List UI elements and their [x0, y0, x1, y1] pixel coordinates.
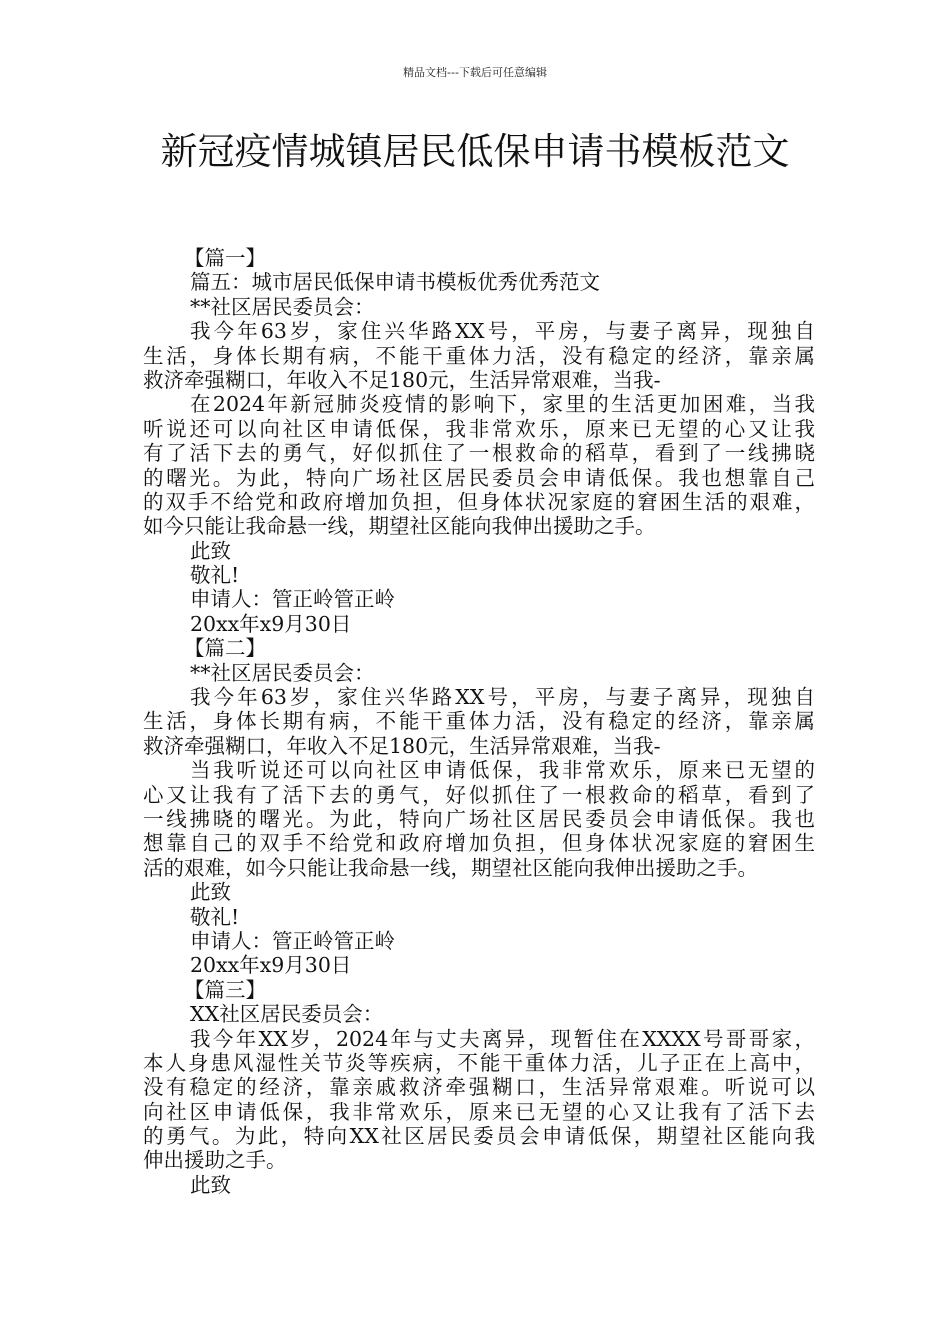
text-line: 此致 — [190, 538, 231, 563]
text-line: 20xx年x9月30日 — [190, 953, 352, 978]
text-line: 【篇一】 — [184, 246, 266, 270]
text-line: 本人身患风湿性关节炎等疾病，不能干重体力活，儿子正在上高中， — [143, 1050, 815, 1075]
text-line: 生活，身体长期有病，不能干重体力活，没有稳定的经济，靠亲属 — [143, 343, 815, 368]
text-line: 此致 — [190, 1172, 231, 1197]
text-line: XX社区居民委员会： — [190, 1002, 384, 1027]
document-title: 新冠疫情城镇居民低保申请书模板范文 — [160, 130, 790, 173]
header-note: 精品文档---下载后可任意编辑 — [403, 66, 547, 79]
text-line: 救济牵强糊口，年收入不足180元，生活异常艰难，当我- — [143, 367, 661, 392]
text-line: 此致 — [190, 880, 231, 905]
text-line: 我今年XX岁，2024年与丈夫离异，现暂住在XXXX号哥哥家， — [190, 1026, 815, 1051]
text-line: 心又让我有了活下去的勇气，好似抓住了一根救命的稻草，看到了 — [143, 782, 815, 807]
text-line: 当我听说还可以向社区申请低保，我非常欢乐，原来已无望的 — [190, 758, 815, 783]
text-line: 我今年63岁，家住兴华路XX号，平房，与妻子离异，现独自 — [190, 685, 815, 710]
text-line: 的勇气。为此，特向XX社区居民委员会申请低保，期望社区能向我 — [143, 1124, 815, 1149]
text-line: 生活，身体长期有病，不能干重体力活，没有稳定的经济，靠亲属 — [143, 709, 815, 734]
text-line: 【篇三】 — [184, 977, 266, 1002]
text-line: 一线拂晓的曙光。为此，特向广场社区居民委员会申请低保。我也 — [143, 806, 815, 831]
text-line: 【篇二】 — [184, 636, 266, 661]
text-line: **社区居民委员会： — [190, 294, 375, 319]
text-line: 活的艰难，如今只能让我命悬一线，期望社区能向我伸出援助之手。 — [143, 855, 758, 880]
text-line: 救济牵强糊口，年收入不足180元，生活异常艰难，当我- — [143, 733, 661, 758]
text-line: 敬礼! — [190, 563, 240, 588]
text-line: 申请人：管正岭管正岭 — [190, 928, 395, 953]
text-line: 听说还可以向社区申请低保，我非常欢乐，原来已无望的心又让我 — [143, 416, 815, 441]
text-line: 的双手不给党和政府增加负担，但身体状况家庭的窘困生活的艰难， — [143, 489, 815, 514]
text-line: 向社区申请低保，我非常欢乐，原来已无望的心又让我有了活下去 — [143, 1099, 815, 1124]
text-line: 篇五：城市居民低保申请书模板优秀优秀范文 — [190, 270, 600, 295]
text-line: 伸出援助之手。 — [143, 1148, 287, 1173]
text-line: 想靠自己的双手不给党和政府增加负担，但身体状况家庭的窘困生 — [143, 831, 815, 856]
text-line: 我今年63岁，家住兴华路XX号，平房，与妻子离异，现独自 — [190, 319, 815, 344]
text-line: **社区居民委员会： — [190, 660, 375, 685]
text-line: 20xx年x9月30日 — [190, 611, 352, 636]
text-line: 如今只能让我命悬一线，期望社区能向我伸出援助之手。 — [143, 514, 656, 539]
text-line: 申请人：管正岭管正岭 — [190, 587, 395, 612]
document-body — [143, 246, 815, 1197]
text-line: 没有稳定的经济，靠亲戚救济牵强糊口，生活异常艰难。听说可以 — [143, 1075, 815, 1100]
text-line: 敬礼! — [190, 904, 240, 929]
text-line: 在2024年新冠肺炎疫情的影响下，家里的生活更加困难，当我 — [190, 392, 815, 417]
text-line: 的曙光。为此，特向广场社区居民委员会申请低保。我也想靠自己 — [143, 465, 815, 490]
text-line: 有了活下去的勇气，好似抓住了一根救命的稻草，看到了一线拂晓 — [143, 441, 815, 466]
